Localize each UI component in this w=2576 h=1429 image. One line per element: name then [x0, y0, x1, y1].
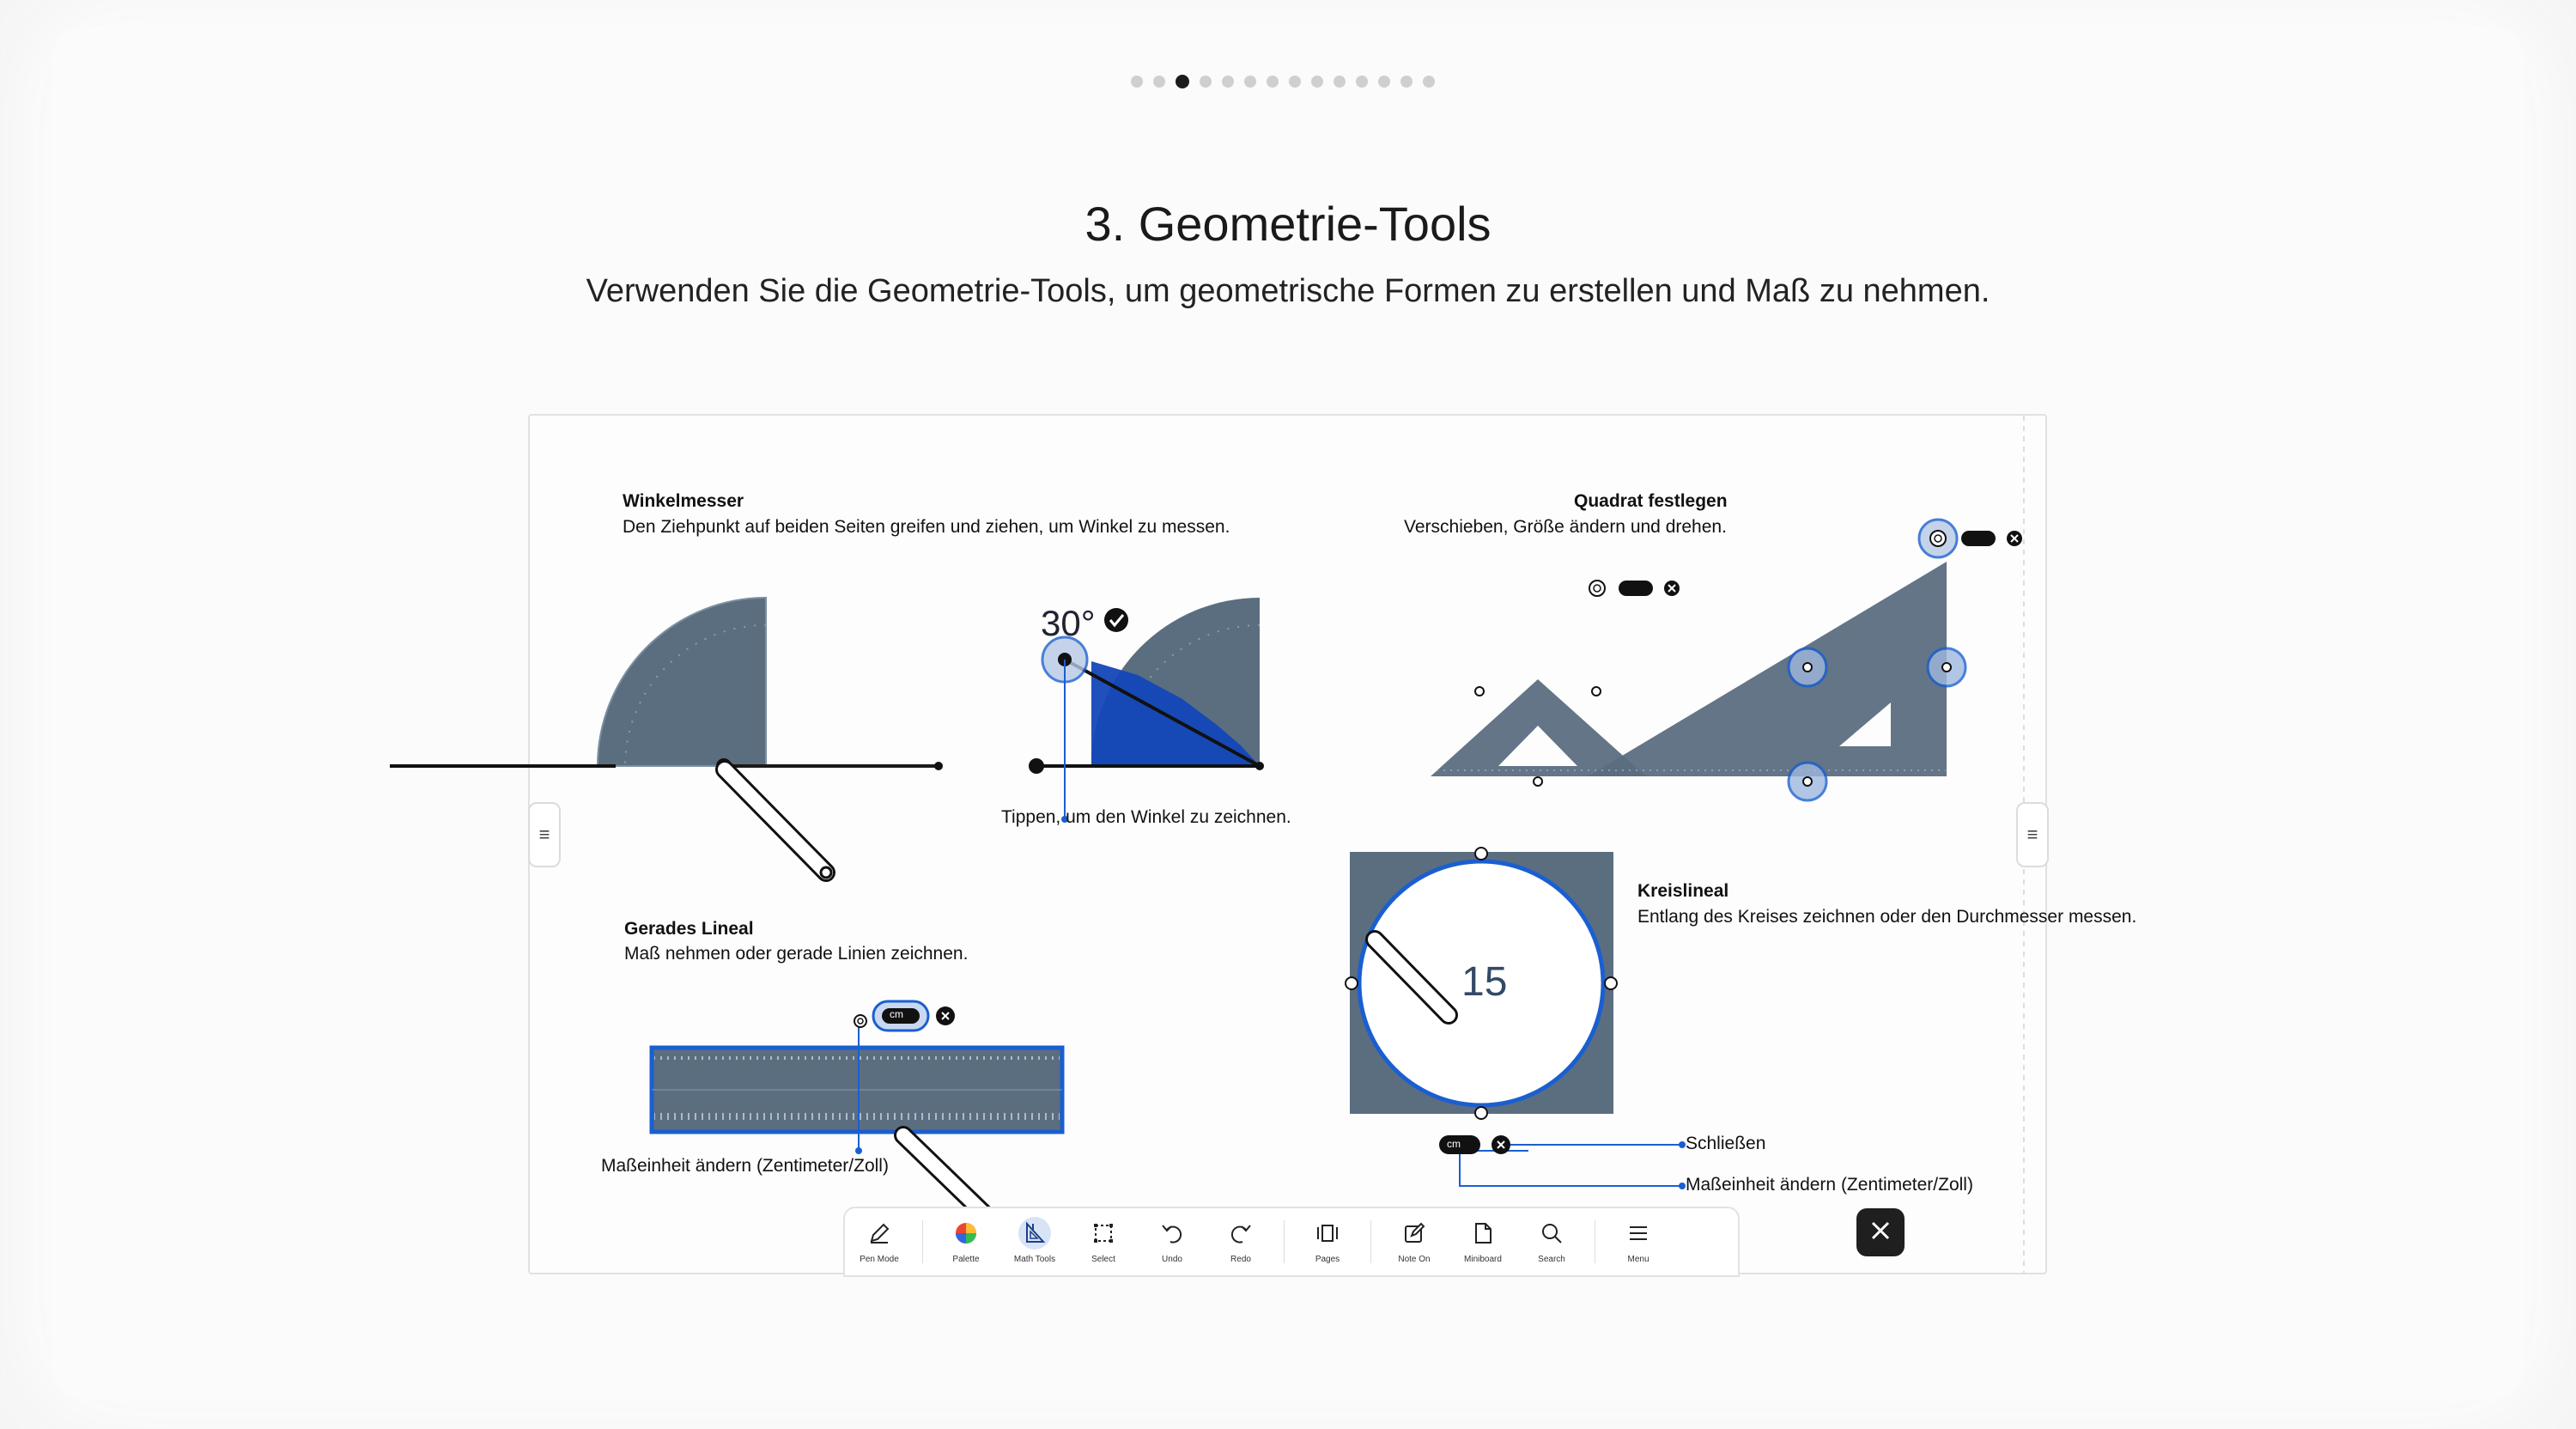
tool-label: Pages — [1315, 1255, 1340, 1264]
set-square-title: Quadrat festlegen — [1574, 491, 1728, 511]
circle-ruler-description: Entlang des Kreises zeichnen oder den Durchmesser messen. — [1637, 907, 2137, 927]
page-dot[interactable] — [1311, 76, 1323, 88]
tool-label: Math Tools — [1013, 1255, 1056, 1264]
page-dot[interactable] — [1222, 76, 1234, 88]
tool-label: Menu — [1627, 1255, 1649, 1264]
page-dot[interactable] — [1289, 76, 1301, 88]
search-icon — [1535, 1217, 1568, 1250]
tool-miniboard[interactable] — [1449, 1208, 1517, 1275]
page-indicator — [1131, 76, 1435, 88]
tool-label: Search — [1538, 1255, 1565, 1264]
tap-hint: Tippen, um den Winkel zu zeichnen. — [1001, 807, 1291, 827]
ruler-unit-hint: Maßeinheit ändern (Zentimeter/Zoll) — [601, 1156, 889, 1176]
page-dot[interactable] — [1378, 76, 1390, 88]
toolbar-divider — [922, 1220, 923, 1263]
math-tools-icon — [1018, 1217, 1051, 1250]
page-dot[interactable] — [1267, 76, 1279, 88]
protractor-title: Winkelmesser — [623, 491, 744, 511]
tool-select[interactable] — [1069, 1208, 1138, 1275]
straight-ruler — [652, 1001, 1062, 1154]
tool-undo[interactable] — [1138, 1208, 1206, 1275]
close-icon — [1869, 1219, 1892, 1246]
page-dot[interactable] — [1131, 76, 1143, 88]
bottom-toolbar — [843, 1207, 1740, 1277]
tool-label: Undo — [1162, 1255, 1182, 1264]
angle-readout: 30° — [1041, 603, 1096, 643]
tool-label: Palette — [952, 1255, 980, 1264]
tool-label: Note On — [1398, 1255, 1431, 1264]
tool-palette[interactable] — [932, 1208, 1000, 1275]
unit-chip[interactable]: cm — [890, 1008, 903, 1020]
geometry-illustration — [530, 416, 2045, 1273]
ruler-description: Maß nehmen oder gerade Linien zeichnen. — [624, 944, 969, 964]
circle-radius-value: 15 — [1461, 959, 1508, 1005]
toolbar-divider — [1370, 1220, 1371, 1263]
page-dot[interactable] — [1200, 76, 1212, 88]
right-panel-handle[interactable] — [2016, 802, 2049, 867]
tool-pen-mode[interactable] — [845, 1208, 914, 1275]
close-button[interactable] — [1856, 1208, 1905, 1256]
toolbar-divider — [1284, 1220, 1285, 1263]
tool-label: Select — [1091, 1255, 1115, 1264]
tool-label: Redo — [1230, 1255, 1251, 1264]
tool-menu[interactable] — [1604, 1208, 1673, 1275]
pages-icon — [1311, 1217, 1344, 1250]
page-dot-active[interactable] — [1176, 75, 1189, 88]
pen-icon — [863, 1217, 896, 1250]
protractor-description: Den Ziehpunkt auf beiden Seiten greifen und ziehen, um Winkel zu messen. — [623, 517, 1230, 537]
tool-pages[interactable] — [1293, 1208, 1362, 1275]
tool-math-tools[interactable] — [1000, 1208, 1069, 1275]
left-panel-handle[interactable] — [528, 802, 561, 867]
circle-ruler-title: Kreislineal — [1637, 881, 1729, 901]
pen-cursor — [725, 769, 831, 878]
tool-label: Miniboard — [1464, 1255, 1502, 1264]
set-square-description: Verschieben, Größe ändern und drehen. — [1404, 517, 1727, 537]
page-dot[interactable] — [1400, 76, 1413, 88]
palette-icon — [950, 1217, 982, 1250]
circle-unit-hint: Maßeinheit ändern (Zentimeter/Zoll) — [1686, 1175, 1973, 1195]
undo-icon — [1156, 1217, 1188, 1250]
page-dot[interactable] — [1423, 76, 1435, 88]
menu-icon — [1622, 1217, 1655, 1250]
close-hint: Schließen — [1686, 1134, 1766, 1153]
circle-ruler — [1346, 848, 1686, 1189]
tool-redo[interactable] — [1206, 1208, 1275, 1275]
miniboard-icon — [1467, 1217, 1499, 1250]
select-icon — [1087, 1217, 1120, 1250]
note-icon — [1398, 1217, 1431, 1250]
ruler-title: Gerades Lineal — [624, 919, 754, 939]
page-dot[interactable] — [1334, 76, 1346, 88]
tool-note-on[interactable] — [1380, 1208, 1449, 1275]
pen-cursor — [903, 1135, 985, 1214]
demo-screenshot — [528, 414, 2137, 1274]
page-dot[interactable] — [1153, 76, 1165, 88]
page-dot[interactable] — [1244, 76, 1256, 88]
slide-subtitle: Verwenden Sie die Geometrie-Tools, um geometrische Formen zu erstellen und Maß zu nehmen. — [586, 273, 1990, 309]
tool-label: Pen Mode — [860, 1255, 899, 1264]
redo-icon — [1224, 1217, 1257, 1250]
tool-search[interactable] — [1517, 1208, 1586, 1275]
unit-chip[interactable]: cm — [1447, 1138, 1461, 1150]
slide-title: 3. Geometrie-Tools — [1084, 197, 1492, 251]
page-dot[interactable] — [1356, 76, 1368, 88]
menu-lines-icon: ≡ — [538, 824, 550, 845]
menu-lines-icon: ≡ — [2026, 824, 2038, 845]
